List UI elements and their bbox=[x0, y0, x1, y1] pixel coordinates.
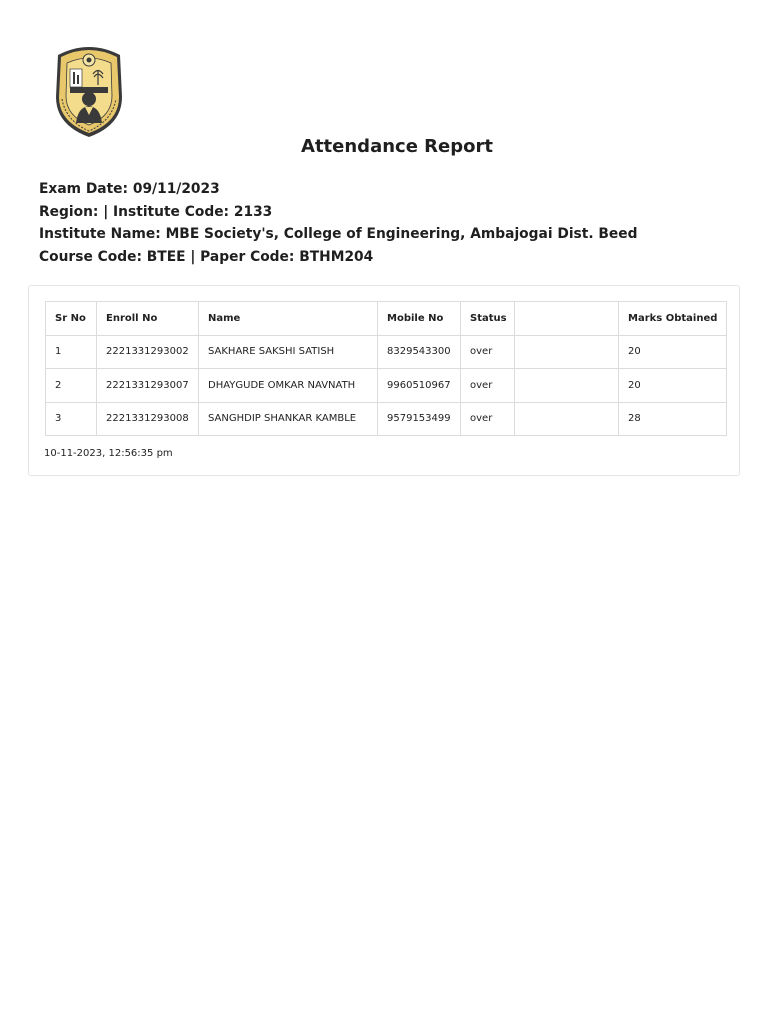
table-row bbox=[46, 335, 727, 369]
header-sr-no: Sr No bbox=[46, 302, 97, 336]
cell-enroll-no: 2221331293008 bbox=[97, 402, 199, 436]
header-blank bbox=[515, 302, 619, 336]
report-meta bbox=[39, 178, 739, 268]
cell-mobile-no: 9960510967 bbox=[378, 369, 461, 403]
cell-marks: 28 bbox=[619, 402, 727, 436]
cell-status: over bbox=[461, 402, 515, 436]
table-header-row bbox=[46, 302, 727, 336]
exam-date: Exam Date: 09/11/2023 bbox=[39, 181, 220, 197]
cell-blank bbox=[515, 402, 619, 436]
header-marks-obtained: Marks Obtained bbox=[619, 302, 727, 336]
cell-mobile-no: 8329543300 bbox=[378, 335, 461, 369]
region-institute-code: Region: | Institute Code: 2133 bbox=[39, 203, 273, 220]
table-row bbox=[46, 402, 727, 436]
page-title: Attendance Report bbox=[301, 136, 493, 157]
institute-name: Institute Name: MBE Society's, College of Engineering, Ambajogai Dist. Beed bbox=[39, 226, 638, 242]
table-row bbox=[46, 369, 727, 403]
cell-sr-no: 2 bbox=[46, 369, 97, 403]
attendance-table bbox=[45, 301, 727, 436]
header-status: Status bbox=[461, 302, 515, 336]
cell-blank bbox=[515, 335, 619, 369]
course-paper-code: Course Code: BTEE | Paper Code: BTHM204 bbox=[39, 248, 374, 265]
attendance-card bbox=[28, 285, 740, 476]
header-name: Name bbox=[199, 302, 378, 336]
cell-sr-no: 1 bbox=[46, 335, 97, 369]
cell-blank bbox=[515, 369, 619, 403]
cell-name: SANGHDIP SHANKAR KAMBLE bbox=[199, 402, 378, 436]
cell-enroll-no: 2221331293002 bbox=[97, 335, 199, 369]
cell-status: over bbox=[461, 335, 515, 369]
cell-enroll-no: 2221331293007 bbox=[97, 369, 199, 403]
header-enroll-no: Enroll No bbox=[97, 302, 199, 336]
university-seal-icon bbox=[52, 41, 126, 138]
header-mobile-no: Mobile No bbox=[378, 302, 461, 336]
cell-mobile-no: 9579153499 bbox=[378, 402, 461, 436]
cell-name: SAKHARE SAKSHI SATISH bbox=[199, 335, 378, 369]
cell-sr-no: 3 bbox=[46, 402, 97, 436]
print-timestamp: 10-11-2023, 12:56:35 pm bbox=[44, 448, 173, 459]
cell-status: over bbox=[461, 369, 515, 403]
cell-marks: 20 bbox=[619, 369, 727, 403]
cell-marks: 20 bbox=[619, 335, 727, 369]
cell-name: DHAYGUDE OMKAR NAVNATH bbox=[199, 369, 378, 403]
